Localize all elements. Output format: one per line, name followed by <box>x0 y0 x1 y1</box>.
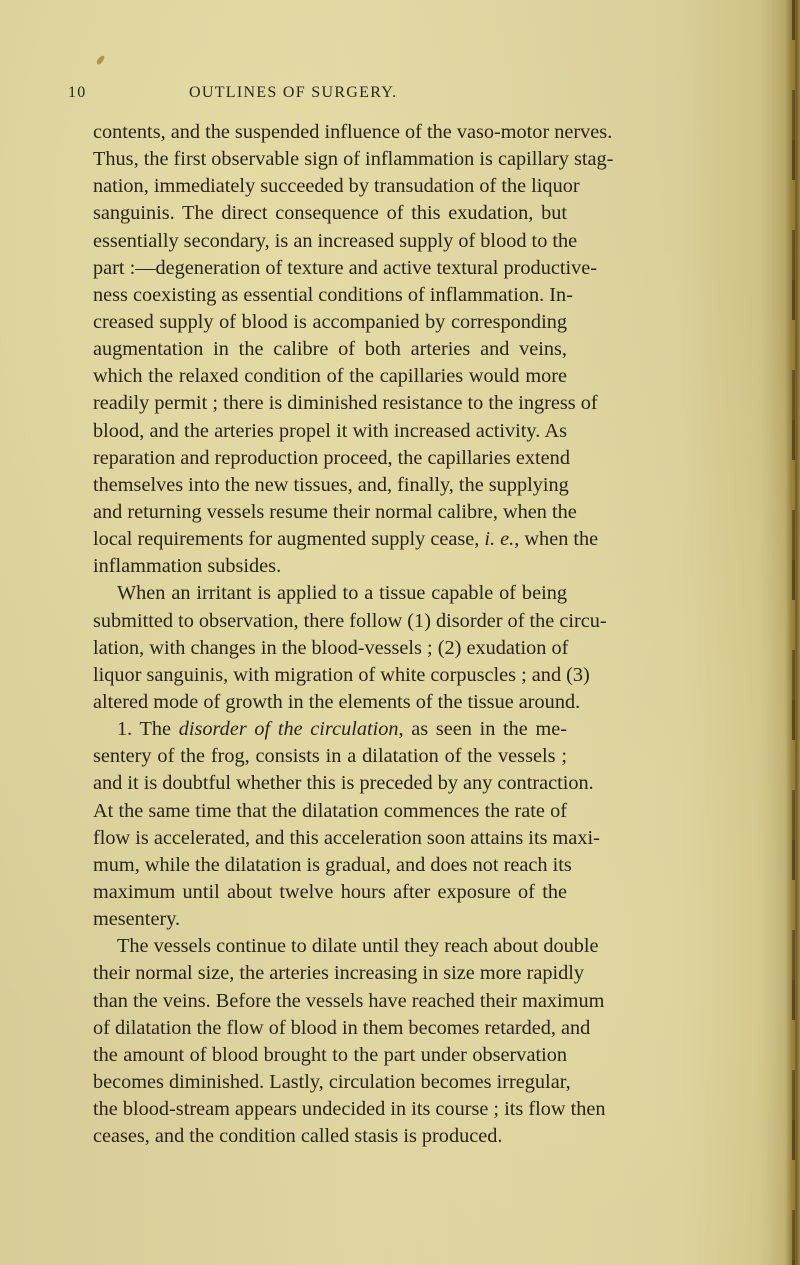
text-line: ness coexisting as essential conditions of inflammation. In- <box>93 283 573 306</box>
text-line: maximum until about twelve hours after exposure of the <box>93 880 567 903</box>
text-line: contents, and the suspended influence of the vaso-motor nerves. <box>93 121 613 143</box>
text-line: part :—degeneration of texture and active textural productive- <box>93 256 598 279</box>
text-line: mum, while the dilatation is gradual, and does not reach its <box>93 853 572 876</box>
text-line: The vessels continue to dilate until they reach about double <box>117 935 599 958</box>
text-line: themselves into the new tissues, and, finally, the supplying <box>93 473 569 496</box>
text-line: Thus, the first observable sign of inflammation is capillary stag- <box>93 148 614 171</box>
text-fragment: , as seen in the me- <box>398 718 567 741</box>
text-line: reparation and reproduction proceed, the capillaries extend <box>93 446 570 469</box>
text-line: and returning vessels resume their normal calibre, when the <box>93 500 577 523</box>
text-line: than the veins. Before the vessels have reached their maximum <box>93 989 605 1012</box>
text-line: ceases, and the condition called stasis is produced. <box>93 1125 503 1148</box>
text-line: mesentery. <box>93 908 181 931</box>
text-line: and it is doubtful whether this is preceded by any contraction. <box>93 772 594 795</box>
text-line: augmentation in the calibre of both arteries and veins, <box>93 338 567 361</box>
text-line: their normal size, the arteries increasing in size more rapidly <box>93 962 585 985</box>
text-line: liquor sanguinis, with migration of white corpuscles ; and (3) <box>93 663 590 686</box>
text-line <box>93 716 567 743</box>
text-line: creased supply of blood is accompanied by corresponding <box>93 310 567 333</box>
text-line: At the same time that the dilatation commences the rate of <box>93 799 567 822</box>
text-line: the amount of blood brought to the part under observation <box>93 1043 567 1066</box>
text-line: readily permit ; there is diminished resistance to the ingress of <box>93 392 598 415</box>
text-line: the blood-stream appears undecided in its course ; its flow then <box>93 1098 606 1121</box>
text-line: lation, with changes in the blood-vessels ; (2) exudation of <box>93 636 569 659</box>
text-line: flow is accelerated, and this acceleration soon attains its maxi- <box>93 826 600 849</box>
text-line: of dilatation the flow of blood in them becomes retarded, and <box>93 1016 591 1039</box>
text-fragment: 1. The <box>117 718 179 741</box>
text-line: blood, and the arteries propel it with increased activity. As <box>93 419 567 442</box>
text-line: altered mode of growth in the elements of the tissue around. <box>93 690 581 713</box>
text-line: inflammation subsides. <box>93 555 282 578</box>
text-line: sentery of the frog, consists in a dilatation of the vessels ; <box>93 745 567 768</box>
text-line: submitted to observation, there follow (1) disorder of the circu- <box>93 609 607 632</box>
body-text <box>93 119 614 1150</box>
page-spine-edge <box>786 0 800 1265</box>
text-line: When an irritant is applied to a tissue capable of being <box>117 582 567 605</box>
italic-phrase: disorder of the circulation <box>178 718 399 741</box>
text-line: nation, immediately succeeded by transudation of the liquor <box>93 175 580 198</box>
text-line: sanguinis. The direct consequence of this exudation, but <box>93 202 567 225</box>
text-line: which the relaxed condition of the capillaries would more <box>93 365 567 388</box>
text-line: becomes diminished. Lastly, circulation becomes irregular, <box>93 1070 571 1093</box>
text-fragment: , when the <box>514 528 599 551</box>
italic-phrase: i. e. <box>484 528 515 551</box>
text-line <box>93 526 599 553</box>
running-head <box>68 84 748 106</box>
text-line: essentially secondary, is an increased supply of blood to the <box>93 229 578 252</box>
text-fragment: local requirements for augmented supply cease, <box>93 528 485 551</box>
page-number: 10 <box>68 84 87 101</box>
ink-blot-mark <box>96 54 106 65</box>
running-head-title: OUTLINES OF SURGERY. <box>189 84 398 101</box>
